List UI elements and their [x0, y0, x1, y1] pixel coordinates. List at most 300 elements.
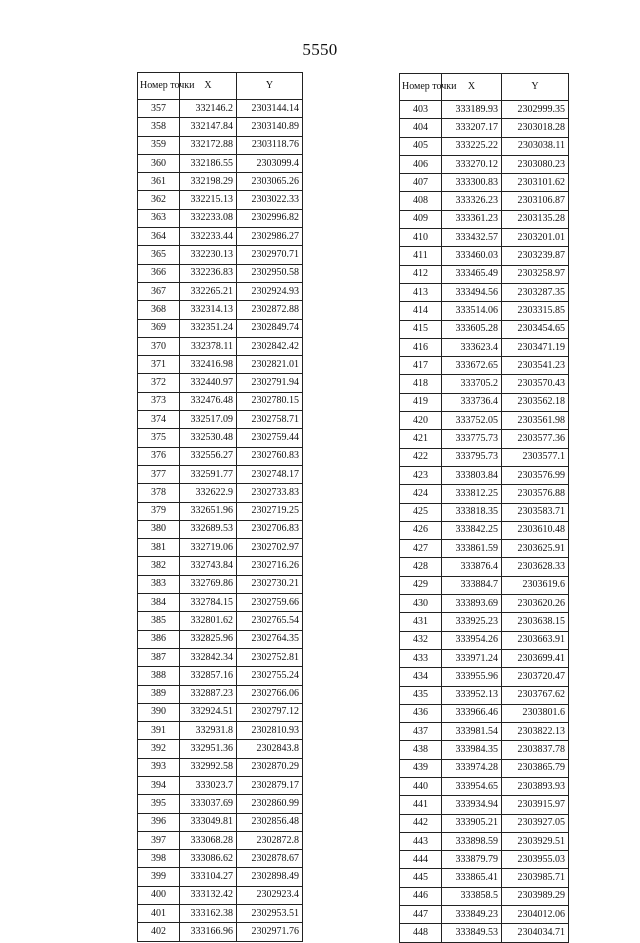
- table-row: [400, 668, 569, 686]
- y-coordinate-cell: 2302872.88: [237, 301, 303, 319]
- point-number-cell: 379: [138, 502, 180, 520]
- y-coordinate-cell: 2303865.79: [502, 759, 569, 777]
- y-coordinate-cell: 2302760.83: [237, 447, 303, 465]
- point-number-cell: 434: [400, 668, 442, 686]
- x-coordinate-cell: 332887.23: [180, 685, 237, 703]
- table-row: [400, 430, 569, 448]
- table-row: [400, 210, 569, 228]
- y-coordinate-cell: 2302752.81: [237, 648, 303, 666]
- point-number-cell: 445: [400, 869, 442, 887]
- table-row: [400, 247, 569, 265]
- x-coordinate-cell: 332784.15: [180, 594, 237, 612]
- x-coordinate-cell: 332378.11: [180, 337, 237, 355]
- table-row: [400, 357, 569, 375]
- page-number: 5550: [302, 40, 338, 59]
- point-number-cell: 448: [400, 924, 442, 942]
- point-number-cell: 443: [400, 832, 442, 850]
- point-number-cell: 424: [400, 485, 442, 503]
- point-number-cell: 428: [400, 558, 442, 576]
- y-coordinate-cell: 2303287.35: [502, 283, 569, 301]
- table-header-row: [400, 74, 569, 101]
- table-row: [400, 851, 569, 869]
- x-coordinate-cell: 332440.97: [180, 374, 237, 392]
- table-row: [138, 337, 303, 355]
- point-number-cell: 422: [400, 448, 442, 466]
- header-y: Y: [237, 73, 303, 100]
- x-coordinate-cell: 333974.28: [442, 759, 502, 777]
- x-coordinate-cell: 332857.16: [180, 667, 237, 685]
- x-coordinate-cell: 333225.22: [442, 137, 502, 155]
- table-row: [138, 575, 303, 593]
- table-row: [138, 740, 303, 758]
- table-row: [400, 924, 569, 942]
- point-number-cell: 362: [138, 191, 180, 209]
- x-coordinate-cell: 332530.48: [180, 429, 237, 447]
- x-coordinate-cell: 332265.21: [180, 282, 237, 300]
- table-row: [400, 796, 569, 814]
- y-coordinate-cell: 2303638.15: [502, 613, 569, 631]
- point-number-cell: 425: [400, 503, 442, 521]
- table-row: [138, 886, 303, 904]
- point-number-cell: 427: [400, 540, 442, 558]
- y-coordinate-cell: 2303135.28: [502, 210, 569, 228]
- table-row: [138, 868, 303, 886]
- point-number-cell: 442: [400, 814, 442, 832]
- y-coordinate-cell: 2303106.87: [502, 192, 569, 210]
- header-point-number: Номер точки: [138, 73, 180, 100]
- y-coordinate-cell: 2302996.82: [237, 209, 303, 227]
- point-number-cell: 396: [138, 813, 180, 831]
- point-number-cell: 393: [138, 758, 180, 776]
- point-number-cell: 401: [138, 905, 180, 923]
- table-row: [400, 503, 569, 521]
- table-row: [400, 521, 569, 539]
- table-row: [138, 630, 303, 648]
- y-coordinate-cell: 2302766.06: [237, 685, 303, 703]
- table-row: [138, 539, 303, 557]
- y-coordinate-cell: 2302791.94: [237, 374, 303, 392]
- y-coordinate-cell: 2303144.14: [237, 100, 303, 118]
- x-coordinate-cell: 332951.36: [180, 740, 237, 758]
- y-coordinate-cell: 2302999.35: [502, 101, 569, 119]
- table-row: [138, 648, 303, 666]
- point-number-cell: 447: [400, 906, 442, 924]
- x-coordinate-cell: 332314.13: [180, 301, 237, 319]
- x-coordinate-cell: 333086.62: [180, 850, 237, 868]
- y-coordinate-cell: 2303610.48: [502, 521, 569, 539]
- table-row: [400, 265, 569, 283]
- header-x: X: [442, 74, 502, 101]
- y-coordinate-cell: 2303099.4: [237, 154, 303, 172]
- y-coordinate-cell: 2303985.71: [502, 869, 569, 887]
- x-coordinate-cell: 333905.21: [442, 814, 502, 832]
- x-coordinate-cell: 333166.96: [180, 923, 237, 941]
- x-coordinate-cell: 332236.83: [180, 264, 237, 282]
- table-row: [400, 375, 569, 393]
- point-number-cell: 408: [400, 192, 442, 210]
- x-coordinate-cell: 332842.34: [180, 648, 237, 666]
- y-coordinate-cell: 2303663.91: [502, 631, 569, 649]
- y-coordinate-cell: 2303619.6: [502, 576, 569, 594]
- y-coordinate-cell: 2302780.15: [237, 392, 303, 410]
- table-row: [138, 703, 303, 721]
- y-coordinate-cell: 2304012.06: [502, 906, 569, 924]
- x-coordinate-cell: 333795.73: [442, 448, 502, 466]
- x-coordinate-cell: 333132.42: [180, 886, 237, 904]
- table-row: [400, 832, 569, 850]
- y-coordinate-cell: 2302872.8: [237, 831, 303, 849]
- table-row: [138, 209, 303, 227]
- point-number-cell: 417: [400, 357, 442, 375]
- x-coordinate-cell: 332591.77: [180, 465, 237, 483]
- x-coordinate-cell: 333023.7: [180, 776, 237, 794]
- table-row: [138, 758, 303, 776]
- x-coordinate-cell: 333432.57: [442, 229, 502, 247]
- x-coordinate-cell: 333207.17: [442, 119, 502, 137]
- table-row: [138, 100, 303, 118]
- point-number-cell: 387: [138, 648, 180, 666]
- y-coordinate-cell: 2303576.88: [502, 485, 569, 503]
- table-row: [400, 229, 569, 247]
- x-coordinate-cell: 333955.96: [442, 668, 502, 686]
- point-number-cell: 410: [400, 229, 442, 247]
- table-row: [400, 595, 569, 613]
- x-coordinate-cell: 333494.56: [442, 283, 502, 301]
- point-number-cell: 403: [400, 101, 442, 119]
- x-coordinate-cell: 333361.23: [442, 210, 502, 228]
- table-row: [138, 118, 303, 136]
- x-coordinate-cell: 332233.08: [180, 209, 237, 227]
- y-coordinate-cell: 2303625.91: [502, 540, 569, 558]
- x-coordinate-cell: 332147.84: [180, 118, 237, 136]
- table-row: [138, 850, 303, 868]
- table-row: [138, 447, 303, 465]
- point-number-cell: 418: [400, 375, 442, 393]
- x-coordinate-cell: 333966.46: [442, 704, 502, 722]
- table-row: [400, 320, 569, 338]
- y-coordinate-cell: 2303562.18: [502, 393, 569, 411]
- table-row: [138, 173, 303, 191]
- point-number-cell: 431: [400, 613, 442, 631]
- table-row: [138, 392, 303, 410]
- y-coordinate-cell: 2302950.58: [237, 264, 303, 282]
- y-coordinate-cell: 2303541.23: [502, 357, 569, 375]
- point-number-cell: 369: [138, 319, 180, 337]
- table-row: [400, 631, 569, 649]
- point-number-cell: 366: [138, 264, 180, 282]
- point-number-cell: 430: [400, 595, 442, 613]
- x-coordinate-cell: 333954.65: [442, 777, 502, 795]
- y-coordinate-cell: 2302810.93: [237, 722, 303, 740]
- table-row: [400, 448, 569, 466]
- table-row: [138, 356, 303, 374]
- x-coordinate-cell: 333672.65: [442, 357, 502, 375]
- x-coordinate-cell: 333981.54: [442, 723, 502, 741]
- x-coordinate-cell: 333934.94: [442, 796, 502, 814]
- table-row: [400, 777, 569, 795]
- point-number-cell: 371: [138, 356, 180, 374]
- point-number-cell: 415: [400, 320, 442, 338]
- x-coordinate-cell: 332769.86: [180, 575, 237, 593]
- y-coordinate-cell: 2302953.51: [237, 905, 303, 923]
- table-row: [400, 119, 569, 137]
- table-row: [400, 485, 569, 503]
- point-number-cell: 409: [400, 210, 442, 228]
- point-number-cell: 444: [400, 851, 442, 869]
- point-number-cell: 406: [400, 155, 442, 173]
- x-coordinate-cell: 333104.27: [180, 868, 237, 886]
- table-row: [400, 302, 569, 320]
- point-number-cell: 405: [400, 137, 442, 155]
- x-coordinate-cell: 333952.13: [442, 686, 502, 704]
- point-number-cell: 420: [400, 412, 442, 430]
- point-number-cell: 384: [138, 594, 180, 612]
- table-row: [400, 540, 569, 558]
- y-coordinate-cell: 2303837.78: [502, 741, 569, 759]
- x-coordinate-cell: 332230.13: [180, 246, 237, 264]
- y-coordinate-cell: 2303577.1: [502, 448, 569, 466]
- point-number-cell: 377: [138, 465, 180, 483]
- x-coordinate-cell: 333971.24: [442, 649, 502, 667]
- x-coordinate-cell: 333514.06: [442, 302, 502, 320]
- y-coordinate-cell: 2302870.29: [237, 758, 303, 776]
- table-row: [400, 869, 569, 887]
- table-row: [138, 191, 303, 209]
- x-coordinate-cell: 332992.58: [180, 758, 237, 776]
- y-coordinate-cell: 2303018.28: [502, 119, 569, 137]
- table-row: [138, 667, 303, 685]
- point-number-cell: 383: [138, 575, 180, 593]
- y-coordinate-cell: 2303201.01: [502, 229, 569, 247]
- x-coordinate-cell: 333623.4: [442, 338, 502, 356]
- table-row: [138, 429, 303, 447]
- y-coordinate-cell: 2303893.93: [502, 777, 569, 795]
- y-coordinate-cell: 2303699.41: [502, 649, 569, 667]
- table-header-row: [138, 73, 303, 100]
- point-number-cell: 370: [138, 337, 180, 355]
- x-coordinate-cell: 332215.13: [180, 191, 237, 209]
- y-coordinate-cell: 2302860.99: [237, 795, 303, 813]
- y-coordinate-cell: 2302971.76: [237, 923, 303, 941]
- x-coordinate-cell: 333898.59: [442, 832, 502, 850]
- point-number-cell: 381: [138, 539, 180, 557]
- y-coordinate-cell: 2302706.83: [237, 520, 303, 538]
- point-number-cell: 399: [138, 868, 180, 886]
- point-number-cell: 440: [400, 777, 442, 795]
- x-coordinate-cell: 333984.35: [442, 741, 502, 759]
- x-coordinate-cell: 332476.48: [180, 392, 237, 410]
- point-number-cell: 421: [400, 430, 442, 448]
- point-number-cell: 437: [400, 723, 442, 741]
- table-row: [400, 686, 569, 704]
- x-coordinate-cell: 333812.25: [442, 485, 502, 503]
- table-row: [400, 704, 569, 722]
- table-row: [400, 466, 569, 484]
- x-coordinate-cell: 333068.28: [180, 831, 237, 849]
- x-coordinate-cell: 332689.53: [180, 520, 237, 538]
- table-row: [400, 759, 569, 777]
- table-row: [138, 594, 303, 612]
- x-coordinate-cell: 333849.23: [442, 906, 502, 924]
- y-coordinate-cell: 2302733.83: [237, 484, 303, 502]
- table-row: [400, 906, 569, 924]
- point-number-cell: 407: [400, 174, 442, 192]
- point-number-cell: 435: [400, 686, 442, 704]
- point-number-cell: 390: [138, 703, 180, 721]
- y-coordinate-cell: 2303065.26: [237, 173, 303, 191]
- table-row: [138, 301, 303, 319]
- y-coordinate-cell: 2302898.49: [237, 868, 303, 886]
- point-number-cell: 363: [138, 209, 180, 227]
- y-coordinate-cell: 2303022.33: [237, 191, 303, 209]
- y-coordinate-cell: 2302758.71: [237, 411, 303, 429]
- x-coordinate-cell: 333861.59: [442, 540, 502, 558]
- y-coordinate-cell: 2303576.99: [502, 466, 569, 484]
- point-number-cell: 391: [138, 722, 180, 740]
- point-number-cell: 365: [138, 246, 180, 264]
- table-row: [138, 831, 303, 849]
- x-coordinate-cell: 332186.55: [180, 154, 237, 172]
- point-number-cell: 411: [400, 247, 442, 265]
- point-number-cell: 388: [138, 667, 180, 685]
- y-coordinate-cell: 2303989.29: [502, 887, 569, 905]
- x-coordinate-cell: 333326.23: [442, 192, 502, 210]
- point-number-cell: 397: [138, 831, 180, 849]
- point-number-cell: 368: [138, 301, 180, 319]
- y-coordinate-cell: 2303454.65: [502, 320, 569, 338]
- x-coordinate-cell: 333752.05: [442, 412, 502, 430]
- y-coordinate-cell: 2302878.67: [237, 850, 303, 868]
- table-row: [138, 813, 303, 831]
- y-coordinate-cell: 2303577.36: [502, 430, 569, 448]
- y-coordinate-cell: 2302748.17: [237, 465, 303, 483]
- y-coordinate-cell: 2303929.51: [502, 832, 569, 850]
- y-coordinate-cell: 2302849.74: [237, 319, 303, 337]
- y-coordinate-cell: 2303767.62: [502, 686, 569, 704]
- table-row: [400, 155, 569, 173]
- point-number-cell: 380: [138, 520, 180, 538]
- x-coordinate-cell: 333300.83: [442, 174, 502, 192]
- x-coordinate-cell: 332233.44: [180, 228, 237, 246]
- point-number-cell: 360: [138, 154, 180, 172]
- x-coordinate-cell: 333925.23: [442, 613, 502, 631]
- table-row: [138, 502, 303, 520]
- point-number-cell: 416: [400, 338, 442, 356]
- y-coordinate-cell: 2303822.13: [502, 723, 569, 741]
- point-number-cell: 389: [138, 685, 180, 703]
- y-coordinate-cell: 2302716.26: [237, 557, 303, 575]
- x-coordinate-cell: 332931.8: [180, 722, 237, 740]
- x-coordinate-cell: 333803.84: [442, 466, 502, 484]
- header-y: Y: [502, 74, 569, 101]
- y-coordinate-cell: 2302879.17: [237, 776, 303, 794]
- y-coordinate-cell: 2303620.26: [502, 595, 569, 613]
- table-row: [400, 174, 569, 192]
- point-number-cell: 394: [138, 776, 180, 794]
- table-row: [400, 887, 569, 905]
- point-number-cell: 400: [138, 886, 180, 904]
- point-number-cell: 364: [138, 228, 180, 246]
- x-coordinate-cell: 333865.41: [442, 869, 502, 887]
- x-coordinate-cell: 332924.51: [180, 703, 237, 721]
- y-coordinate-cell: 2302821.01: [237, 356, 303, 374]
- point-number-cell: 438: [400, 741, 442, 759]
- header-point-number: Номер точки: [400, 74, 442, 101]
- point-number-cell: 441: [400, 796, 442, 814]
- table-row: [400, 558, 569, 576]
- point-number-cell: 412: [400, 265, 442, 283]
- y-coordinate-cell: 2302986.27: [237, 228, 303, 246]
- table-row: [138, 154, 303, 172]
- point-number-cell: 426: [400, 521, 442, 539]
- y-coordinate-cell: 2303118.76: [237, 136, 303, 154]
- point-number-cell: 375: [138, 429, 180, 447]
- x-coordinate-cell: 332351.24: [180, 319, 237, 337]
- table-row: [400, 576, 569, 594]
- x-coordinate-cell: 333879.79: [442, 851, 502, 869]
- x-coordinate-cell: 333189.93: [442, 101, 502, 119]
- y-coordinate-cell: 2302970.71: [237, 246, 303, 264]
- y-coordinate-cell: 2303140.89: [237, 118, 303, 136]
- x-coordinate-cell: 333465.49: [442, 265, 502, 283]
- x-coordinate-cell: 332651.96: [180, 502, 237, 520]
- point-number-cell: 395: [138, 795, 180, 813]
- table-row: [138, 795, 303, 813]
- table-row: [400, 137, 569, 155]
- y-coordinate-cell: 2302764.35: [237, 630, 303, 648]
- point-number-cell: 402: [138, 923, 180, 941]
- x-coordinate-cell: 333605.28: [442, 320, 502, 338]
- x-coordinate-cell: 332517.09: [180, 411, 237, 429]
- y-coordinate-cell: 2303315.85: [502, 302, 569, 320]
- table-row: [400, 338, 569, 356]
- point-number-cell: 367: [138, 282, 180, 300]
- table-row: [138, 465, 303, 483]
- x-coordinate-cell: 333849.53: [442, 924, 502, 942]
- coordinates-table-right: [399, 73, 569, 943]
- point-number-cell: 413: [400, 283, 442, 301]
- table-row: [138, 246, 303, 264]
- point-number-cell: 376: [138, 447, 180, 465]
- table-row: [400, 412, 569, 430]
- table-row: [138, 411, 303, 429]
- point-number-cell: 372: [138, 374, 180, 392]
- point-number-cell: 378: [138, 484, 180, 502]
- table-row: [138, 319, 303, 337]
- x-coordinate-cell: 332622.9: [180, 484, 237, 502]
- x-coordinate-cell: 333736.4: [442, 393, 502, 411]
- x-coordinate-cell: 333858.5: [442, 887, 502, 905]
- y-coordinate-cell: 2302719.25: [237, 502, 303, 520]
- coordinates-table-left: [137, 72, 303, 942]
- table-row: [400, 814, 569, 832]
- x-coordinate-cell: 332743.84: [180, 557, 237, 575]
- point-number-cell: 385: [138, 612, 180, 630]
- y-coordinate-cell: 2304034.71: [502, 924, 569, 942]
- x-coordinate-cell: 333884.7: [442, 576, 502, 594]
- x-coordinate-cell: 332416.98: [180, 356, 237, 374]
- table-row: [138, 228, 303, 246]
- point-number-cell: 436: [400, 704, 442, 722]
- table-row: [138, 136, 303, 154]
- y-coordinate-cell: 2302730.21: [237, 575, 303, 593]
- point-number-cell: 423: [400, 466, 442, 484]
- x-coordinate-cell: 333893.69: [442, 595, 502, 613]
- x-coordinate-cell: 333876.4: [442, 558, 502, 576]
- table-row: [138, 520, 303, 538]
- point-number-cell: 357: [138, 100, 180, 118]
- x-coordinate-cell: 332556.27: [180, 447, 237, 465]
